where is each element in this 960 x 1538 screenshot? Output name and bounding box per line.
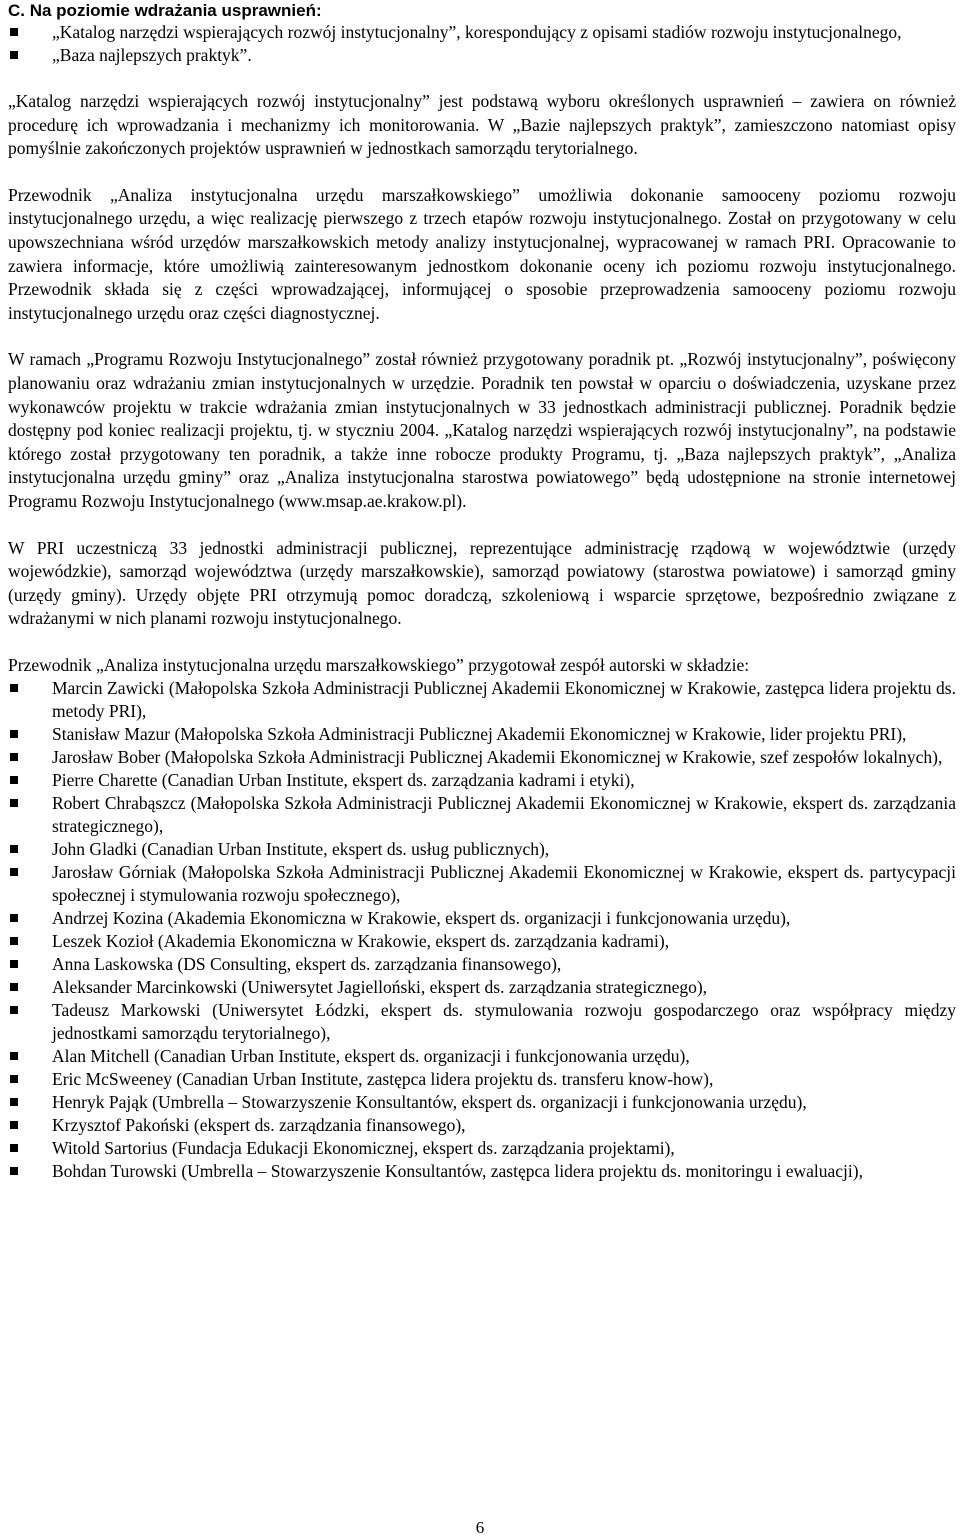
paragraph-uczestnicy: W PRI uczestniczą 33 jednostki administracji publicznej, reprezentujące administrację rządową w województwie (urzędy wojewódzkie), samorząd województwa (urzędy marszałkowskie), samorząd powiatowy (starostwa powiatowe) i samorząd gminy (urzędy gminy). Urzędy objęte PRI otrzymują pomoc doradczą, szkoleniową i wsparcie sprzętowe, bezpośrednio związane z wdrażanymi w nich planami rozwoju instytucjonalnego. (8, 537, 956, 629)
spacer (8, 514, 956, 537)
spacer (8, 161, 956, 184)
author-item: Witold Sartorius (Fundacja Edukacji Ekonomicznej, ekspert ds. zarządzania projektami), (8, 1137, 956, 1160)
author-item: John Gladki (Canadian Urban Institute, ekspert ds. usług publicznych), (8, 838, 956, 861)
author-item: Jarosław Górniak (Małopolska Szkoła Administracji Publicznej Akademii Ekonomicznej w Krakowie, ekspert ds. partycypacji społecznej i stymulowania rozwoju społecznego), (8, 861, 956, 907)
author-item: Stanisław Mazur (Małopolska Szkoła Administracji Publicznej Akademii Ekonomicznej w Krakowie, lider projektu PRI), (8, 723, 956, 746)
page-number: 6 (475, 1518, 485, 1537)
paragraph-zespol-intro: Przewodnik „Analiza instytucjonalna urzędu marszałkowskiego” przygotował zespół autorski w składzie: (8, 654, 750, 675)
paragraph-przewodnik: Przewodnik „Analiza instytucjonalna urzędu marszałkowskiego” umożliwia dokonanie samooceny poziomu rozwoju instytucjonalnego urzędu, a więc realizację pierwszego z trzech etapów rozwoju instytucjonalnego. Został on przygotowany w celu upowszechniana wśród urzędów marszałkowskich metody analizy instytucjonalnej, wypracowanej w ramach PRI. Opracowanie to zawiera informacje, które umożliwią zainteresowanym jednostkom dokonanie oceny ich poziomu rozwoju instytucjonalnego. Przewodnik składa się z części wprowadzającej, informującej o sposobie przeprowadzenia samooceny poziomu rozwoju instytucjonalnego urzędu oraz części diagnostycznej. (8, 184, 956, 323)
document-page (8, 0, 956, 1183)
spacer (8, 325, 956, 348)
author-item: Aleksander Marcinkowski (Uniwersytet Jagielloński, ekspert ds. zarządzania strategicznego), (8, 976, 956, 999)
author-item: Bohdan Turowski (Umbrella – Stowarzyszenie Konsultantów, zastępca lidera projektu ds. monitoringu i ewaluacji), (8, 1160, 956, 1183)
list-item: „Katalog narzędzi wspierających rozwój instytucjonalny”, korespondujący z opisami stadiów rozwoju instytucjonalnego, (8, 21, 956, 44)
author-item: Robert Chrabąszcz (Małopolska Szkoła Administracji Publicznej Akademii Ekonomicznej w Krakowie, ekspert ds. zarządzania strategicznego), (8, 792, 956, 838)
list-item: „Baza najlepszych praktyk”. (8, 44, 956, 67)
author-item: Eric McSweeney (Canadian Urban Institute, zastępca lidera projektu ds. transferu know-how), (8, 1068, 956, 1091)
intro-bullet-list (8, 21, 956, 67)
author-item: Leszek Kozioł (Akademia Ekonomiczna w Krakowie, ekspert ds. zarządzania kadrami), (8, 930, 956, 953)
author-item: Anna Laskowska (DS Consulting, ekspert ds. zarządzania finansowego), (8, 953, 956, 976)
author-item: Alan Mitchell (Canadian Urban Institute, ekspert ds. organizacji i funkcjonowania urzędu), (8, 1045, 956, 1068)
author-item: Krzysztof Pakoński (ekspert ds. zarządzania finansowego), (8, 1114, 956, 1137)
spacer (8, 67, 956, 90)
paragraph-poradnik: W ramach „Programu Rozwoju Instytucjonalnego” został również przygotowany poradnik pt. „Rozwój instytucjonalny”, poświęcony planowaniu oraz wdrażaniu zmian instytucjonalnych w urzędzie. Poradnik ten powstał w oparciu o doświadczenia, uzyskane przez wykonawców projektu w trakcie wdrażania zmian instytucjonalnych w 33 jednostkach administracji publicznej. Poradnik będzie dostępny pod koniec realizacji projektu, tj. w styczniu 2004. „Katalog narzędzi wspierających rozwój instytucjonalny”, na podstawie którego został przygotowany ten poradnik, a także inne robocze produkty Programu, tj. „Baza najlepszych praktyk”, „Analiza instytucjonalna urzędu gminy” oraz „Analiza instytucjonalna starostwa powiatowego” będą udostępnione na stronie internetowej Programu Rozwoju Instytucjonalnego (www.msap.ae.krakow.pl). (8, 349, 956, 511)
paragraph-katalog: „Katalog narzędzi wspierających rozwój instytucjonalny” jest podstawą wyboru określonych usprawnień – zawiera on również procedurę ich wprowadzania i mechanizmy ich monitorowania. W „Bazie najlepszych praktyk”, zamieszczono natomiast opisy pomyślnie zakończonych projektów usprawnień w jednostkach samorządu terytorialnego. (8, 91, 956, 159)
spacer (8, 631, 956, 654)
author-item: Marcin Zawicki (Małopolska Szkoła Administracji Publicznej Akademii Ekonomicznej w Krakowie, zastępca lidera projektu ds. metody PRI), (8, 677, 956, 723)
author-item: Henryk Pająk (Umbrella – Stowarzyszenie Konsultantów, ekspert ds. organizacji i funkcjonowania urzędu), (8, 1091, 956, 1114)
author-item: Andrzej Kozina (Akademia Ekonomiczna w Krakowie, ekspert ds. organizacji i funkcjonowania urzędu), (8, 907, 956, 930)
authors-list (8, 677, 956, 1183)
author-item: Tadeusz Markowski (Uniwersytet Łódzki, ekspert ds. stymulowania rozwoju gospodarczego oraz współpracy między jednostkami samorządu terytorialnego), (8, 999, 956, 1045)
author-item: Pierre Charette (Canadian Urban Institute, ekspert ds. zarządzania kadrami i etyki), (8, 769, 956, 792)
section-heading: C. Na poziomie wdrażania usprawnień: (8, 1, 322, 20)
author-item: Jarosław Bober (Małopolska Szkoła Administracji Publicznej Akademii Ekonomicznej w Krakowie, szef zespołów lokalnych), (8, 746, 956, 769)
